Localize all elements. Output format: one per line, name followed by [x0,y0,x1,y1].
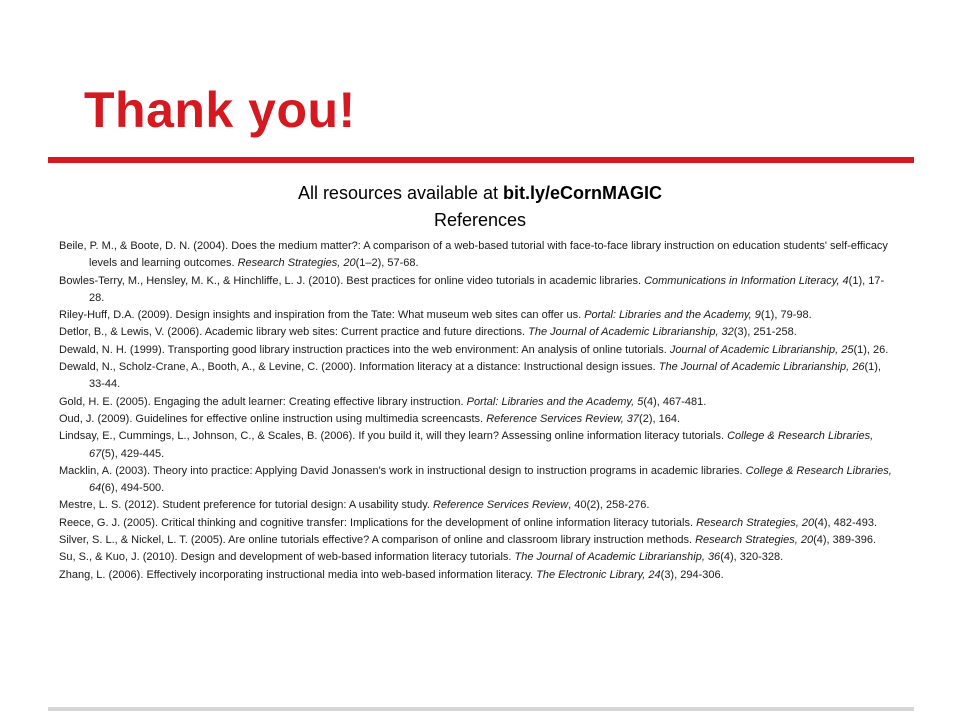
slide-title: Thank you! [84,82,356,138]
reference-item: Oud, J. (2009). Guidelines for effective online instruction using multimedia screencasts. Reference Services Review, 37(2), 164. [59,412,681,425]
reference-item: Detlor, B., & Lewis, V. (2006). Academic library web sites: Current practice and future directions. The Journal of Academic Librarianship, 32(3), 251-258. [59,326,797,339]
reference-item: Zhang, L. (2006). Effectively incorporating instructional media into web-based information literacy. The Electronic Library, 24(3), 294-306. [59,568,724,581]
resources-prefix: All resources available at [297,183,504,203]
footer-divider [48,707,914,711]
reference-item: Dewald, N. H. (1999). Transporting good library instruction practices into the web environment: An analysis of online tutorials. Journal of Academic Librarianship, 25(1), 26. [59,343,889,356]
reference-item: Su, S., & Kuo, J. (2010). Design and development of web-based information literacy tutorials. The Journal of Academic Librarianship, 36(4), 320-328. [59,551,784,564]
reference-item: Beile, P. M., & Boote, D. N. (2004). Does the medium matter?: A comparison of a web-based tutorial with face-to-face library instruction on education students' self-efficacy levels and learning outcomes. Research Strategies, 20(1–2), 57-68. [59,240,888,270]
reference-item: Mestre, L. S. (2012). Student preference for tutorial design: A usability study. Reference Services Review, 40(2), 258-276. [59,499,650,512]
resources-link[interactable]: bit.ly/eCornMAGIC [503,183,663,203]
reference-item: Lindsay, E., Cummings, L., Johnson, C., & Scales, B. (2006). If you build it, will they learn? Assessing online information literacy tutorials. College & Research Libraries, 67(5), 429-445. [59,430,874,460]
reference-list [59,238,897,584]
reference-item: Dewald, N., Scholz-Crane, A., Booth, A., & Levine, C. (2000). Information literacy at a distance: Instructional design issues. The Journal of Academic Librarianship, 26(1), 33-44. [59,361,881,391]
reference-item: Gold, H. E. (2005). Engaging the adult learner: Creating effective library instruction. Portal: Libraries and the Academy, 5(4), 467-481. [59,395,707,408]
reference-item: Bowles-Terry, M., Hensley, M. K., & Hinchliffe, L. J. (2010). Best practices for online video tutorials in academic libraries. Communications in Information Literacy, 4(1), 17-28. [59,274,885,304]
reference-item: Silver, S. L., & Nickel, L. T. (2005). Are online tutorials effective? A comparison of online and classroom library instruction methods. Research Strategies, 20(4), 389-396. [59,534,877,547]
references-heading: References [433,210,527,230]
title-underline [48,157,914,163]
reference-item: Reece, G. J. (2005). Critical thinking and cognitive transfer: Implications for the development of online information literacy tutorials. Research Strategies, 20(4), 482-493. [59,516,878,529]
reference-item: Macklin, A. (2003). Theory into practice: Applying David Jonassen's work in instructional design to instruction programs in academic libraries. College & Research Libraries, 64(6), 494-500. [59,464,892,495]
resources-line [0,180,960,206]
reference-item: Riley-Huff, D.A. (2009). Design insights and inspiration from the Tate: What museum web sites can offer us. Portal: Libraries and the Academy, 9(1), 79-98. [59,309,812,322]
